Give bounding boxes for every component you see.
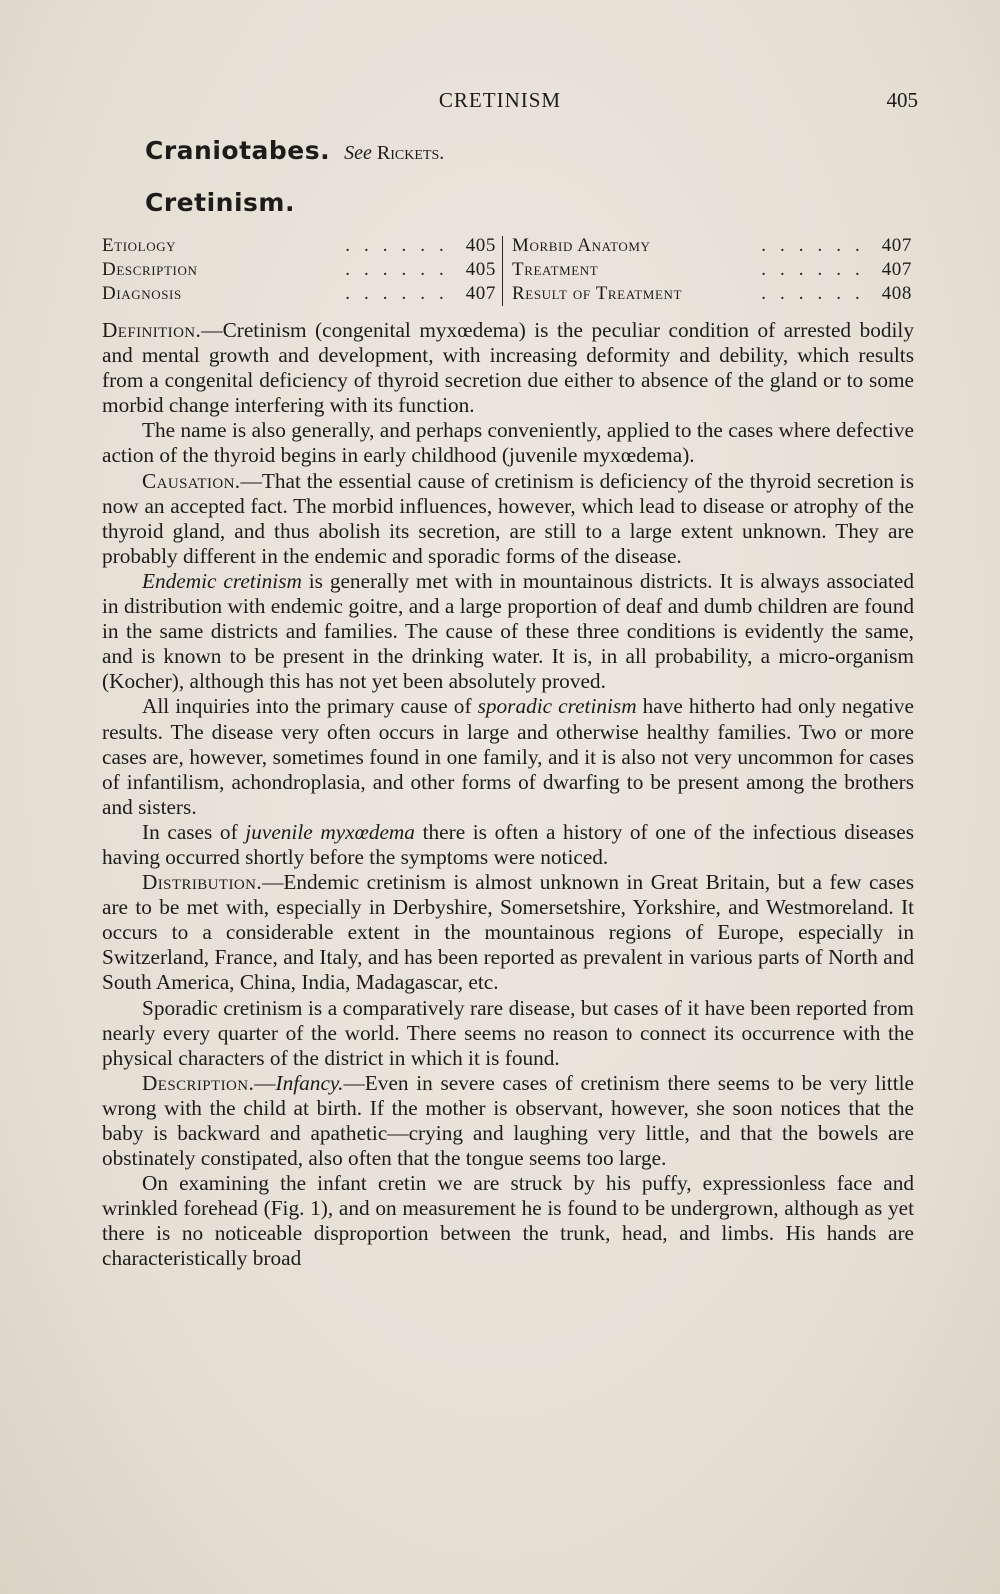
leader-dots: ...... xyxy=(345,283,458,304)
contents-label: Morbid Anatomy xyxy=(512,235,651,256)
leader-dots: ...... xyxy=(345,259,458,280)
contents-label: Treatment xyxy=(512,259,599,280)
emphasis: Endemic cretinism xyxy=(142,568,302,593)
running-title: CRETINISM xyxy=(438,88,562,112)
contents-page: 405 xyxy=(465,259,496,280)
entry-heading-cretinism xyxy=(145,188,295,217)
contents-label: Etiology xyxy=(102,235,177,256)
contents-item xyxy=(512,234,912,258)
section-lead: Description. xyxy=(142,1070,255,1095)
contents-column-right xyxy=(512,234,912,306)
column-divider xyxy=(502,236,503,306)
contents-page: 408 xyxy=(881,283,912,304)
contents-item xyxy=(102,282,496,306)
paragraph-text: All inquiries into the primary cause of xyxy=(142,694,478,719)
paragraph-text: —Cretinism (congenital myxœdema) is the peculiar condition of arrested bodily and mental growth and development, with increasing deformity and debility, which results from a congenital deficiency of thyroid secretion due either to absence of the gland or to some morbid change interfering with its function. xyxy=(102,318,914,418)
section-lead: Definition. xyxy=(102,318,202,342)
contents-item xyxy=(102,258,496,282)
contents-item xyxy=(102,234,496,258)
contents-item xyxy=(512,258,912,282)
contents-page: 407 xyxy=(881,235,912,256)
contents-page: 405 xyxy=(465,235,496,256)
entry-heading-craniotabes xyxy=(145,136,444,165)
paragraph-text: The name is also generally, and perhaps conveniently, applied to the cases where defective action of the thyroid begins in early childhood (juvenile myxœdema). xyxy=(102,418,914,468)
leader-dots: ...... xyxy=(761,283,874,304)
paragraph-description xyxy=(102,1071,914,1171)
paragraph-text: —That the essential cause of cretinism is deficiency of the thyroid secretion is now an accepted fact. The morbid influences, however, which lead to disease or atrophy of the thyroid gland, and thus abolish its secretion, are still to a large extent unknown. They are probably different in the endemic and sporadic forms of the disease. xyxy=(102,468,914,568)
section-lead: Causation. xyxy=(142,468,241,493)
leader-dots: ...... xyxy=(761,235,874,256)
contents-page: 407 xyxy=(881,259,912,280)
emphasis: sporadic cretinism xyxy=(477,694,637,719)
contents-label: Diagnosis xyxy=(102,283,182,304)
contents-page: 407 xyxy=(465,283,496,304)
cross-reference xyxy=(344,142,444,164)
paragraph xyxy=(102,996,914,1071)
paragraph-text: —Endemic cretinism is almost unknown in Great Britain, but a few cases are to be met with, especially in Derbyshire, Somersetshire, Yorkshire, and Westmoreland. It occurs to a considerable extent in the mountainous regions of Europe, especially in Switzerland, France, and Italy, and has been reported as prevalent in various parts of North and South America, China, India, Madagascar, etc. xyxy=(102,870,914,995)
paragraph-distribution xyxy=(102,870,914,995)
section-lead: Distribution. xyxy=(142,870,263,895)
paragraph xyxy=(102,418,914,468)
paragraph-text: have hitherto had only negative results. The disease very often occurs in large and otherwise healthy families. Two or more cases are, however, sometimes found in one family, and it is also not very uncommon for cases of infantilism, achondroplasia, and other forms of dwarfing to be present among the brothers and sisters. xyxy=(102,694,914,819)
see-word: See xyxy=(344,142,372,164)
paragraph xyxy=(102,820,914,870)
paragraph-text: —Even in severe cases of cretinism there seems to be very little wrong with the child at birth. If the mother is observant, however, she soon notices that the baby is backward and apathetic—crying and laughing very little, and that the bowels are obstinately constipated, also often that the tongue seems too large. xyxy=(102,1070,914,1171)
contents-item xyxy=(512,282,912,306)
emphasis: juvenile myxœdema xyxy=(245,819,415,844)
paragraph xyxy=(102,1171,914,1271)
paragraph-text: is generally met with in mountainous districts. It is always associated in distribution with endemic goitre, and a large proportion of deaf and dumb children are found in the same districts and families. The cause of these three conditions is evidently the same, and is known to be present in the drinking water. It is, in all probability, a micro-organism (Kocher), although this has not yet been absolutely proved. xyxy=(102,568,914,694)
paragraph xyxy=(102,569,914,694)
leader-dots: ...... xyxy=(761,259,874,280)
entry-title-craniotabes: Craniotabes. xyxy=(145,136,331,165)
paragraph-text: In cases of xyxy=(142,819,246,844)
running-head xyxy=(0,88,1000,118)
contents-column-left xyxy=(102,234,496,306)
paragraph-causation xyxy=(102,469,914,569)
see-target: Rickets. xyxy=(376,142,445,164)
contents-label: Result of Treatment xyxy=(512,283,683,304)
paragraph-text: Sporadic cretinism is a comparatively rare disease, but cases of it have been reported from nearly every quarter of the world. There seems no reason to connect its occurrence with the physical characters of the district in which it is found. xyxy=(102,995,914,1070)
emphasis: Infancy. xyxy=(275,1070,344,1095)
paragraph-definition xyxy=(102,318,914,418)
paragraph-text: there is often a history of one of the infectious diseases having occurred shortly before the symptoms were noticed. xyxy=(102,819,914,869)
leader-dots: ...... xyxy=(345,235,458,256)
body-text xyxy=(102,318,914,1272)
paragraph xyxy=(102,694,914,819)
contents-label: Description xyxy=(102,259,198,280)
dash: — xyxy=(254,1070,276,1095)
page-number: 405 xyxy=(886,88,918,112)
entry-title-cretinism: Cretinism. xyxy=(145,188,295,217)
paragraph-text: On examining the infant cretin we are struck by his puffy, expressionless face and wrinkled forehead (Fig. 1), and on measurement he is found to be undergrown, although as yet there is no noticeable disproportion between the trunk, head, and limbs. His hands are characteristically broad xyxy=(102,1171,914,1271)
